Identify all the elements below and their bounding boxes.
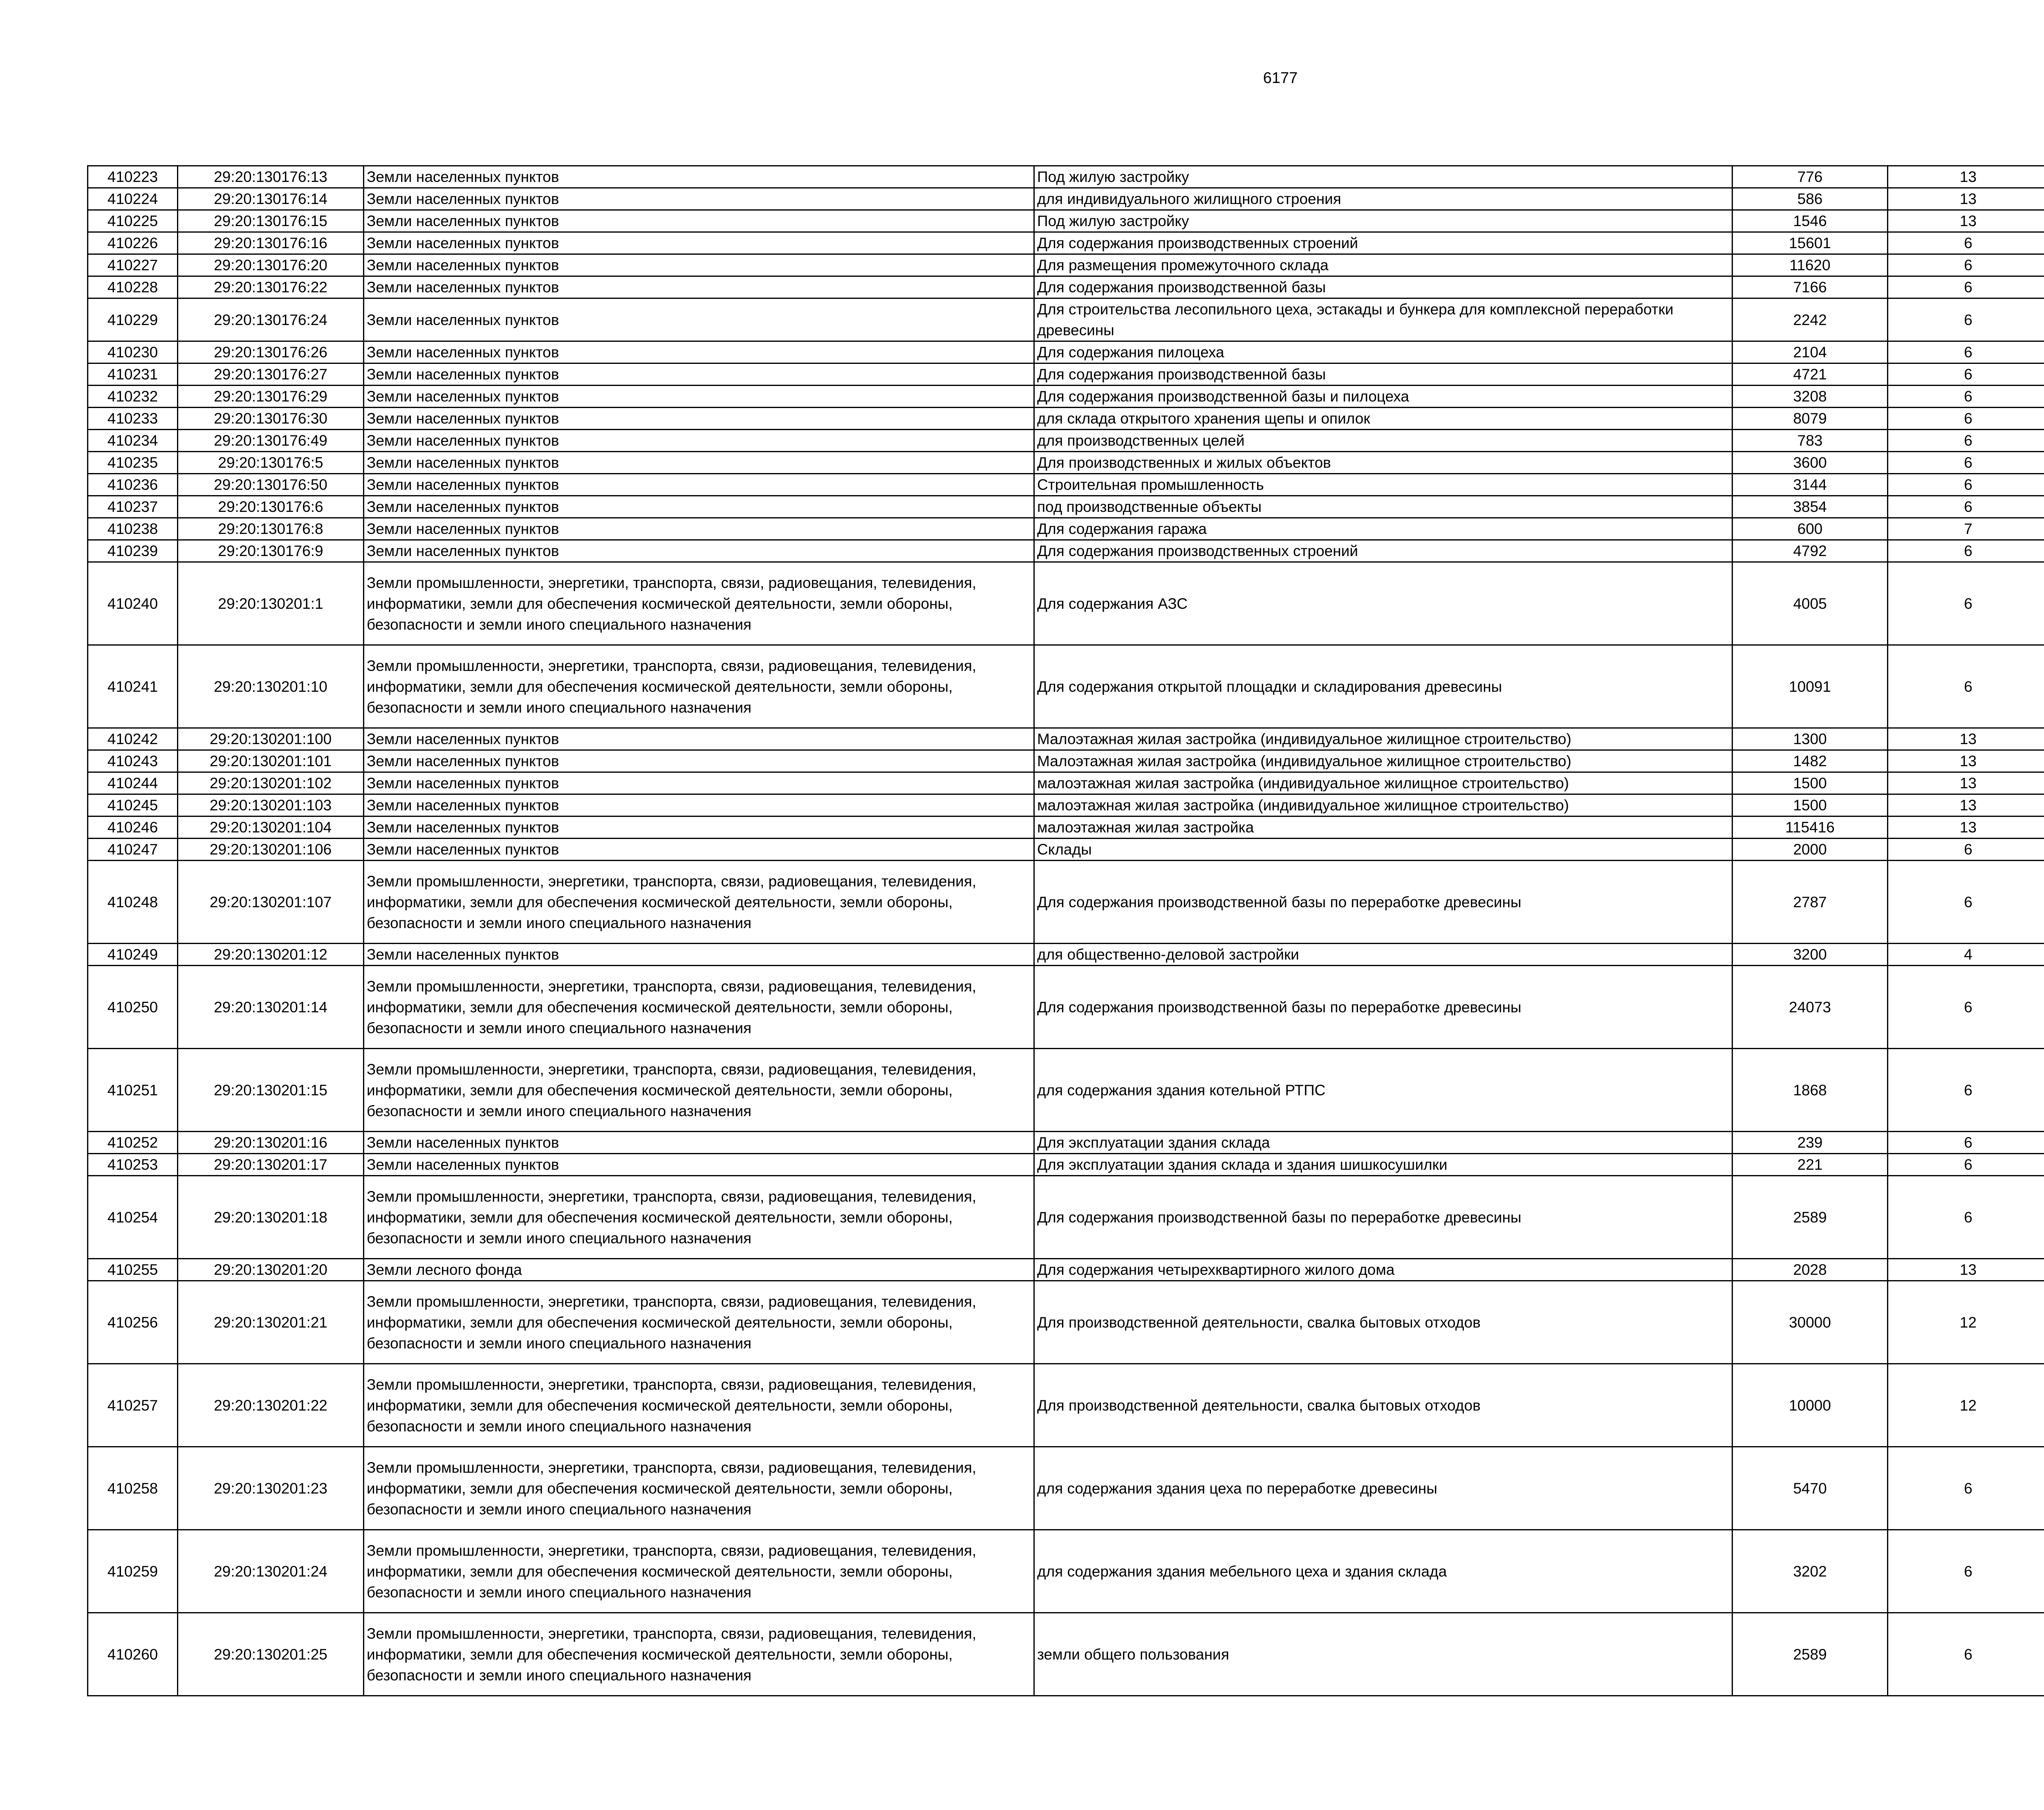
permitted-use-cell: Для содержания пилоцеха: [1034, 341, 1732, 363]
use-group-cell: 6: [1888, 1530, 2044, 1613]
use-group-cell: 6: [1888, 966, 2044, 1049]
cadastral-number-cell: 29:20:130176:16: [178, 232, 364, 254]
row-id-cell: 410245: [88, 794, 178, 816]
area-cell: 5470: [1732, 1447, 1888, 1530]
row-id-cell: 410258: [88, 1447, 178, 1530]
area-cell: 239: [1732, 1132, 1888, 1154]
area-cell: 1500: [1732, 772, 1888, 794]
use-group-cell: 6: [1888, 276, 2044, 298]
row-id-cell: 410224: [88, 188, 178, 210]
land-category-cell: Земли промышленности, энергетики, транспорта, связи, радиовещания, телевидения, информатики, земли для обеспечения космической деятельности, земли обороны, безопасности и земли иного специального назначения: [364, 645, 1034, 728]
land-category-cell: Земли населенных пунктов: [364, 430, 1034, 452]
table-row: [88, 210, 2044, 232]
table-row: [88, 430, 2044, 452]
row-id-cell: 410233: [88, 408, 178, 430]
row-id-cell: 410246: [88, 816, 178, 839]
cadastral-number-cell: 29:20:130201:17: [178, 1154, 364, 1176]
cadastral-number-cell: 29:20:130201:10: [178, 645, 364, 728]
land-category-cell: Земли населенных пунктов: [364, 540, 1034, 562]
row-id-cell: 410250: [88, 966, 178, 1049]
permitted-use-cell: для производственных целей: [1034, 430, 1732, 452]
permitted-use-cell: Для производственной деятельности, свалка бытовых отходов: [1034, 1281, 1732, 1364]
land-registry-table: [87, 165, 2044, 1696]
cadastral-number-cell: 29:20:130201:23: [178, 1447, 364, 1530]
land-category-cell: Земли населенных пунктов: [364, 518, 1034, 540]
use-group-cell: 6: [1888, 562, 2044, 645]
cadastral-number-cell: 29:20:130201:16: [178, 1132, 364, 1154]
table-row: [88, 518, 2044, 540]
permitted-use-cell: Для содержания четырехквартирного жилого дома: [1034, 1259, 1732, 1281]
cadastral-number-cell: 29:20:130176:22: [178, 276, 364, 298]
permitted-use-cell: Для содержания производственных строений: [1034, 232, 1732, 254]
area-cell: 4792: [1732, 540, 1888, 562]
land-category-cell: Земли промышленности, энергетики, транспорта, связи, радиовещания, телевидения, информатики, земли для обеспечения космической деятельности, земли обороны, безопасности и земли иного специального назначения: [364, 861, 1034, 944]
land-category-cell: Земли населенных пунктов: [364, 210, 1034, 232]
area-cell: 30000: [1732, 1281, 1888, 1364]
table-row: [88, 839, 2044, 861]
land-category-cell: Земли населенных пунктов: [364, 452, 1034, 474]
cadastral-number-cell: 29:20:130176:27: [178, 363, 364, 386]
cadastral-number-cell: 29:20:130176:15: [178, 210, 364, 232]
land-category-cell: Земли населенных пунктов: [364, 772, 1034, 794]
table-row: [88, 562, 2044, 645]
use-group-cell: 13: [1888, 210, 2044, 232]
use-group-cell: 6: [1888, 861, 2044, 944]
land-category-cell: Земли промышленности, энергетики, транспорта, связи, радиовещания, телевидения, информатики, земли для обеспечения космической деятельности, земли обороны, безопасности и земли иного специального назначения: [364, 1447, 1034, 1530]
area-cell: 3202: [1732, 1530, 1888, 1613]
land-category-cell: Земли населенных пунктов: [364, 1132, 1034, 1154]
use-group-cell: 6: [1888, 254, 2044, 276]
table-row: [88, 966, 2044, 1049]
cadastral-number-cell: 29:20:130201:106: [178, 839, 364, 861]
cadastral-number-cell: 29:20:130201:102: [178, 772, 364, 794]
use-group-cell: 13: [1888, 728, 2044, 750]
table-row: [88, 232, 2044, 254]
area-cell: 586: [1732, 188, 1888, 210]
row-id-cell: 410254: [88, 1176, 178, 1259]
cadastral-number-cell: 29:20:130201:14: [178, 966, 364, 1049]
land-category-cell: Земли населенных пунктов: [364, 944, 1034, 966]
area-cell: 3144: [1732, 474, 1888, 496]
row-id-cell: 410244: [88, 772, 178, 794]
use-group-cell: 6: [1888, 452, 2044, 474]
row-id-cell: 410226: [88, 232, 178, 254]
cadastral-number-cell: 29:20:130201:12: [178, 944, 364, 966]
permitted-use-cell: Для эксплуатации здания склада и здания шишкосушилки: [1034, 1154, 1732, 1176]
use-group-cell: 13: [1888, 166, 2044, 188]
land-category-cell: Земли лесного фонда: [364, 1259, 1034, 1281]
permitted-use-cell: Для содержания производственной базы: [1034, 363, 1732, 386]
cadastral-number-cell: 29:20:130201:18: [178, 1176, 364, 1259]
land-category-cell: Земли населенных пунктов: [364, 166, 1034, 188]
row-id-cell: 410229: [88, 298, 178, 341]
table-row: [88, 341, 2044, 363]
cadastral-number-cell: 29:20:130176:14: [178, 188, 364, 210]
area-cell: 11620: [1732, 254, 1888, 276]
use-group-cell: 6: [1888, 1049, 2044, 1132]
table-body: [88, 166, 2044, 1696]
table-row: [88, 861, 2044, 944]
cadastral-number-cell: 29:20:130176:29: [178, 386, 364, 408]
cadastral-number-cell: 29:20:130201:15: [178, 1049, 364, 1132]
cadastral-number-cell: 29:20:130176:20: [178, 254, 364, 276]
permitted-use-cell: Для содержания производственной базы по переработке древесины: [1034, 966, 1732, 1049]
cadastral-number-cell: 29:20:130201:101: [178, 750, 364, 772]
area-cell: 3200: [1732, 944, 1888, 966]
cadastral-number-cell: 29:20:130176:49: [178, 430, 364, 452]
table-row: [88, 1132, 2044, 1154]
table-row: [88, 276, 2044, 298]
area-cell: 4005: [1732, 562, 1888, 645]
land-category-cell: Земли населенных пунктов: [364, 341, 1034, 363]
use-group-cell: 6: [1888, 1447, 2044, 1530]
row-id-cell: 410260: [88, 1613, 178, 1696]
table-row: [88, 1154, 2044, 1176]
use-group-cell: 12: [1888, 1364, 2044, 1447]
land-category-cell: Земли населенных пунктов: [364, 232, 1034, 254]
row-id-cell: 410248: [88, 861, 178, 944]
row-id-cell: 410228: [88, 276, 178, 298]
row-id-cell: 410235: [88, 452, 178, 474]
permitted-use-cell: Под жилую застройку: [1034, 166, 1732, 188]
table-row: [88, 386, 2044, 408]
use-group-cell: 4: [1888, 944, 2044, 966]
land-category-cell: Земли населенных пунктов: [364, 794, 1034, 816]
table-row: [88, 816, 2044, 839]
cadastral-number-cell: 29:20:130201:107: [178, 861, 364, 944]
table-row: [88, 1530, 2044, 1613]
cadastral-number-cell: 29:20:130201:22: [178, 1364, 364, 1447]
table-row: [88, 944, 2044, 966]
use-group-cell: 6: [1888, 645, 2044, 728]
table-row: [88, 496, 2044, 518]
permitted-use-cell: под производственные объекты: [1034, 496, 1732, 518]
permitted-use-cell: Для содержания производственной базы по переработке древесины: [1034, 1176, 1732, 1259]
permitted-use-cell: земли общего пользования: [1034, 1613, 1732, 1696]
use-group-cell: 6: [1888, 839, 2044, 861]
use-group-cell: 6: [1888, 496, 2044, 518]
table-row: [88, 1176, 2044, 1259]
permitted-use-cell: Для производственных и жилых объектов: [1034, 452, 1732, 474]
row-id-cell: 410223: [88, 166, 178, 188]
land-category-cell: Земли промышленности, энергетики, транспорта, связи, радиовещания, телевидения, информатики, земли для обеспечения космической деятельности, земли обороны, безопасности и земли иного специального назначения: [364, 1176, 1034, 1259]
row-id-cell: 410251: [88, 1049, 178, 1132]
area-cell: 783: [1732, 430, 1888, 452]
land-category-cell: Земли населенных пунктов: [364, 363, 1034, 386]
permitted-use-cell: Под жилую застройку: [1034, 210, 1732, 232]
cadastral-number-cell: 29:20:130201:1: [178, 562, 364, 645]
use-group-cell: 6: [1888, 540, 2044, 562]
permitted-use-cell: Для строительства лесопильного цеха, эстакады и бункера для комплексной переработки древесины: [1034, 298, 1732, 341]
use-group-cell: 6: [1888, 430, 2044, 452]
permitted-use-cell: для склада открытого хранения щепы и опилок: [1034, 408, 1732, 430]
table-row: [88, 452, 2044, 474]
table-row: [88, 1364, 2044, 1447]
permitted-use-cell: для содержания здания котельной РТПС: [1034, 1049, 1732, 1132]
land-category-cell: Земли промышленности, энергетики, транспорта, связи, радиовещания, телевидения, информатики, земли для обеспечения космической деятельности, земли обороны, безопасности и земли иного специального назначения: [364, 966, 1034, 1049]
permitted-use-cell: Для содержания производственной базы по переработке древесины: [1034, 861, 1732, 944]
area-cell: 600: [1732, 518, 1888, 540]
row-id-cell: 410230: [88, 341, 178, 363]
use-group-cell: 6: [1888, 363, 2044, 386]
use-group-cell: 13: [1888, 750, 2044, 772]
land-category-cell: Земли промышленности, энергетики, транспорта, связи, радиовещания, телевидения, информатики, земли для обеспечения космической деятельности, земли обороны, безопасности и земли иного специального назначения: [364, 1613, 1034, 1696]
area-cell: 2589: [1732, 1613, 1888, 1696]
row-id-cell: 410256: [88, 1281, 178, 1364]
use-group-cell: 6: [1888, 298, 2044, 341]
cadastral-number-cell: 29:20:130176:13: [178, 166, 364, 188]
area-cell: 10000: [1732, 1364, 1888, 1447]
use-group-cell: 6: [1888, 1176, 2044, 1259]
area-cell: 2104: [1732, 341, 1888, 363]
row-id-cell: 410243: [88, 750, 178, 772]
cadastral-number-cell: 29:20:130201:24: [178, 1530, 364, 1613]
area-cell: 3208: [1732, 386, 1888, 408]
land-category-cell: Земли промышленности, энергетики, транспорта, связи, радиовещания, телевидения, информатики, земли для обеспечения космической деятельности, земли обороны, безопасности и земли иного специального назначения: [364, 1281, 1034, 1364]
use-group-cell: 13: [1888, 1259, 2044, 1281]
land-category-cell: Земли населенных пунктов: [364, 816, 1034, 839]
cadastral-number-cell: 29:20:130176:6: [178, 496, 364, 518]
area-cell: 1868: [1732, 1049, 1888, 1132]
use-group-cell: 12: [1888, 1281, 2044, 1364]
table-row: [88, 540, 2044, 562]
permitted-use-cell: для содержания здания цеха по переработке древесины: [1034, 1447, 1732, 1530]
land-category-cell: Земли промышленности, энергетики, транспорта, связи, радиовещания, телевидения, информатики, земли для обеспечения космической деятельности, земли обороны, безопасности и земли иного специального назначения: [364, 1049, 1034, 1132]
table-row: [88, 772, 2044, 794]
land-category-cell: Земли населенных пунктов: [364, 496, 1034, 518]
table-row: [88, 645, 2044, 728]
row-id-cell: 410239: [88, 540, 178, 562]
table-row: [88, 188, 2044, 210]
use-group-cell: 13: [1888, 794, 2044, 816]
cadastral-number-cell: 29:20:130176:9: [178, 540, 364, 562]
permitted-use-cell: для индивидуального жилищного строения: [1034, 188, 1732, 210]
row-id-cell: 410225: [88, 210, 178, 232]
land-category-cell: Земли населенных пунктов: [364, 254, 1034, 276]
cadastral-number-cell: 29:20:130201:104: [178, 816, 364, 839]
use-group-cell: 13: [1888, 816, 2044, 839]
land-category-cell: Земли промышленности, энергетики, транспорта, связи, радиовещания, телевидения, информатики, земли для обеспечения космической деятельности, земли обороны, безопасности и земли иного специального назначения: [364, 562, 1034, 645]
area-cell: 115416: [1732, 816, 1888, 839]
row-id-cell: 410257: [88, 1364, 178, 1447]
permitted-use-cell: Для размещения промежуточного склада: [1034, 254, 1732, 276]
area-cell: 221: [1732, 1154, 1888, 1176]
row-id-cell: 410234: [88, 430, 178, 452]
area-cell: 2787: [1732, 861, 1888, 944]
cadastral-number-cell: 29:20:130201:103: [178, 794, 364, 816]
use-group-cell: 6: [1888, 1154, 2044, 1176]
use-group-cell: 13: [1888, 772, 2044, 794]
row-id-cell: 410252: [88, 1132, 178, 1154]
land-category-cell: Земли населенных пунктов: [364, 728, 1034, 750]
area-cell: 1482: [1732, 750, 1888, 772]
land-category-cell: Земли населенных пунктов: [364, 276, 1034, 298]
table-row: [88, 728, 2044, 750]
row-id-cell: 410255: [88, 1259, 178, 1281]
permitted-use-cell: малоэтажная жилая застройка: [1034, 816, 1732, 839]
area-cell: 24073: [1732, 966, 1888, 1049]
cadastral-number-cell: 29:20:130176:5: [178, 452, 364, 474]
table-row: [88, 474, 2044, 496]
land-category-cell: Земли населенных пунктов: [364, 839, 1034, 861]
permitted-use-cell: Для содержания производственной базы и пилоцеха: [1034, 386, 1732, 408]
cadastral-number-cell: 29:20:130201:21: [178, 1281, 364, 1364]
use-group-cell: 6: [1888, 1613, 2044, 1696]
land-category-cell: Земли населенных пунктов: [364, 188, 1034, 210]
permitted-use-cell: Для содержания открытой площадки и складирования древесины: [1034, 645, 1732, 728]
cadastral-number-cell: 29:20:130176:50: [178, 474, 364, 496]
area-cell: 1500: [1732, 794, 1888, 816]
row-id-cell: 410236: [88, 474, 178, 496]
row-id-cell: 410240: [88, 562, 178, 645]
permitted-use-cell: Малоэтажная жилая застройка (индивидуальное жилищное строительство): [1034, 728, 1732, 750]
cadastral-number-cell: 29:20:130201:20: [178, 1259, 364, 1281]
area-cell: 7166: [1732, 276, 1888, 298]
table-row: [88, 1447, 2044, 1530]
area-cell: 3854: [1732, 496, 1888, 518]
row-id-cell: 410242: [88, 728, 178, 750]
row-id-cell: 410231: [88, 363, 178, 386]
table-row: [88, 298, 2044, 341]
land-category-cell: Земли населенных пунктов: [364, 474, 1034, 496]
permitted-use-cell: для содержания здания мебельного цеха и здания склада: [1034, 1530, 1732, 1613]
permitted-use-cell: Для производственной деятельности, свалка бытовых отходов: [1034, 1364, 1732, 1447]
table-row: [88, 1281, 2044, 1364]
permitted-use-cell: для общественно-деловой застройки: [1034, 944, 1732, 966]
area-cell: 10091: [1732, 645, 1888, 728]
area-cell: 2589: [1732, 1176, 1888, 1259]
cadastral-number-cell: 29:20:130201:25: [178, 1613, 364, 1696]
use-group-cell: 6: [1888, 386, 2044, 408]
table-row: [88, 1049, 2044, 1132]
use-group-cell: 6: [1888, 232, 2044, 254]
permitted-use-cell: Для эксплуатации здания склада: [1034, 1132, 1732, 1154]
row-id-cell: 410232: [88, 386, 178, 408]
area-cell: 776: [1732, 166, 1888, 188]
use-group-cell: 6: [1888, 408, 2044, 430]
area-cell: 15601: [1732, 232, 1888, 254]
permitted-use-cell: Малоэтажная жилая застройка (индивидуальное жилищное строительство): [1034, 750, 1732, 772]
area-cell: 2000: [1732, 839, 1888, 861]
row-id-cell: 410237: [88, 496, 178, 518]
permitted-use-cell: Для содержания производственной базы: [1034, 276, 1732, 298]
row-id-cell: 410259: [88, 1530, 178, 1613]
use-group-cell: 6: [1888, 474, 2044, 496]
land-category-cell: Земли населенных пунктов: [364, 298, 1034, 341]
area-cell: 2028: [1732, 1259, 1888, 1281]
land-category-cell: Земли населенных пунктов: [364, 408, 1034, 430]
cadastral-number-cell: 29:20:130176:24: [178, 298, 364, 341]
table-row: [88, 363, 2044, 386]
table-row: [88, 750, 2044, 772]
table-row: [88, 166, 2044, 188]
use-group-cell: 6: [1888, 1132, 2044, 1154]
table-row: [88, 254, 2044, 276]
cadastral-number-cell: 29:20:130176:8: [178, 518, 364, 540]
cadastral-number-cell: 29:20:130201:100: [178, 728, 364, 750]
cadastral-number-cell: 29:20:130176:26: [178, 341, 364, 363]
area-cell: 4721: [1732, 363, 1888, 386]
permitted-use-cell: Склады: [1034, 839, 1732, 861]
table-row: [88, 1259, 2044, 1281]
land-category-cell: Земли населенных пунктов: [364, 1154, 1034, 1176]
use-group-cell: 13: [1888, 188, 2044, 210]
permitted-use-cell: Для содержания АЗС: [1034, 562, 1732, 645]
permitted-use-cell: Для содержания производственных строений: [1034, 540, 1732, 562]
row-id-cell: 410253: [88, 1154, 178, 1176]
permitted-use-cell: Для содержания гаража: [1034, 518, 1732, 540]
land-category-cell: Земли населенных пунктов: [364, 750, 1034, 772]
area-cell: 2242: [1732, 298, 1888, 341]
land-category-cell: Земли населенных пунктов: [364, 386, 1034, 408]
row-id-cell: 410249: [88, 944, 178, 966]
use-group-cell: 7: [1888, 518, 2044, 540]
table-row: [88, 408, 2044, 430]
use-group-cell: 6: [1888, 341, 2044, 363]
permitted-use-cell: малоэтажная жилая застройка (индивидуальное жилищное строительство): [1034, 772, 1732, 794]
row-id-cell: 410247: [88, 839, 178, 861]
page-number: 6177: [1263, 70, 1298, 87]
area-cell: 1300: [1732, 728, 1888, 750]
row-id-cell: 410227: [88, 254, 178, 276]
land-category-cell: Земли промышленности, энергетики, транспорта, связи, радиовещания, телевидения, информатики, земли для обеспечения космической деятельности, земли обороны, безопасности и земли иного специального назначения: [364, 1364, 1034, 1447]
row-id-cell: 410238: [88, 518, 178, 540]
row-id-cell: 410241: [88, 645, 178, 728]
permitted-use-cell: Строительная промышленность: [1034, 474, 1732, 496]
table-row: [88, 1613, 2044, 1696]
area-cell: 1546: [1732, 210, 1888, 232]
cadastral-number-cell: 29:20:130176:30: [178, 408, 364, 430]
table-row: [88, 794, 2044, 816]
area-cell: 3600: [1732, 452, 1888, 474]
area-cell: 8079: [1732, 408, 1888, 430]
land-category-cell: Земли промышленности, энергетики, транспорта, связи, радиовещания, телевидения, информатики, земли для обеспечения космической деятельности, земли обороны, безопасности и земли иного специального назначения: [364, 1530, 1034, 1613]
permitted-use-cell: малоэтажная жилая застройка (индивидуальное жилищное строительство): [1034, 794, 1732, 816]
